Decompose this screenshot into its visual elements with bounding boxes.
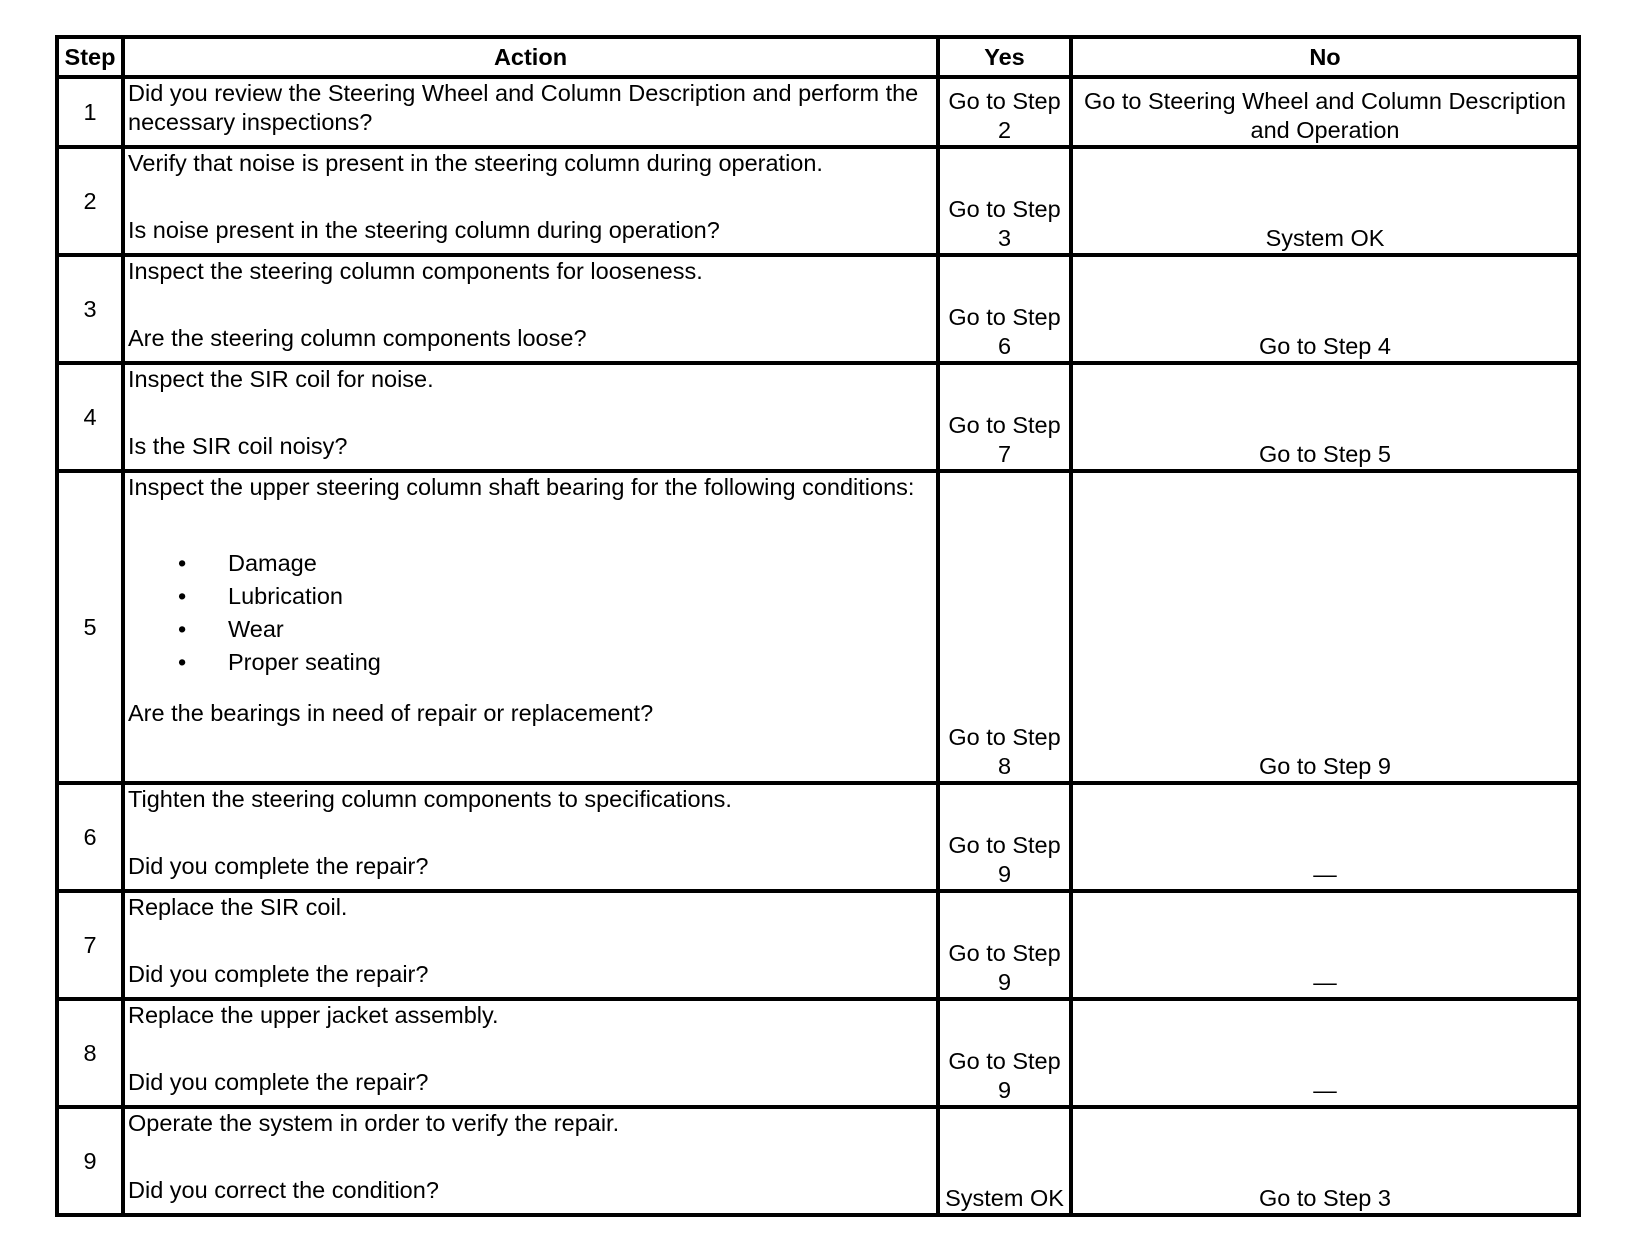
step-number: 3: [57, 255, 123, 363]
list-item: • Damage: [128, 547, 932, 580]
action-cell: [123, 891, 938, 999]
condition-list: [128, 547, 932, 679]
yes-result: [938, 1107, 1071, 1215]
diagnostic-table: [55, 35, 1581, 1217]
action-text: Inspect the upper steering column shaft bearing for the following conditions:: [128, 474, 915, 500]
yes-result: [938, 77, 1071, 147]
step-number: 8: [57, 999, 123, 1107]
action-cell: [123, 999, 938, 1107]
yes-result: [938, 999, 1071, 1107]
yes-result: [938, 783, 1071, 891]
action-question: Are the steering column components loose?: [128, 325, 587, 351]
table-row: [57, 1107, 1579, 1215]
yes-text: Go to Step 8: [948, 724, 1061, 779]
list-item: • Proper seating: [128, 646, 932, 679]
step-number: 7: [57, 891, 123, 999]
action-question: Did you complete the repair?: [128, 1069, 429, 1095]
step-number: 4: [57, 363, 123, 471]
action-cell: [123, 77, 938, 147]
no-result: System OK: [1071, 147, 1579, 255]
table-row: [57, 147, 1579, 255]
no-result: Go to Step 3: [1071, 1107, 1579, 1215]
table-row: [57, 471, 1579, 783]
header-step: Step: [57, 37, 123, 77]
no-result: Go to Step 4: [1071, 255, 1579, 363]
header-yes: Yes: [938, 37, 1071, 77]
no-result: —: [1071, 999, 1579, 1107]
step-number: 6: [57, 783, 123, 891]
table-row: [57, 363, 1579, 471]
header-row: [57, 37, 1579, 77]
action-cell: [123, 147, 938, 255]
no-result: Go to Step 9: [1071, 471, 1579, 783]
action-text: Replace the upper jacket assembly.: [128, 1002, 499, 1028]
action-text: Verify that noise is present in the steering column during operation.: [128, 150, 823, 176]
yes-result: [938, 891, 1071, 999]
table-row: [57, 999, 1579, 1107]
yes-text: Go to Step 3: [948, 196, 1061, 251]
yes-result: [938, 255, 1071, 363]
table-row: [57, 783, 1579, 891]
yes-result: [938, 363, 1071, 471]
action-question: Did you complete the repair?: [128, 961, 429, 987]
header-no: No: [1071, 37, 1579, 77]
no-result: —: [1071, 783, 1579, 891]
action-cell: [123, 255, 938, 363]
action-question: Did you complete the repair?: [128, 853, 429, 879]
list-item: • Lubrication: [128, 580, 932, 613]
yes-text: System OK: [945, 1185, 1064, 1211]
action-cell: [123, 363, 938, 471]
yes-text: Go to Step 9: [948, 1048, 1061, 1103]
action-text: Tighten the steering column components to specifications.: [128, 786, 732, 812]
no-result: —: [1071, 891, 1579, 999]
yes-text: Go to Step 6: [948, 304, 1061, 359]
yes-text: Go to Step 2: [948, 88, 1061, 143]
action-text: Did you review the Steering Wheel and Column Description and perform the necessary inspections?: [128, 80, 919, 135]
action-text: Operate the system in order to verify the repair.: [128, 1110, 620, 1136]
step-number: 9: [57, 1107, 123, 1215]
table-row: [57, 77, 1579, 147]
step-number: 5: [57, 471, 123, 783]
action-question: Is the SIR coil noisy?: [128, 433, 348, 459]
action-cell: [123, 1107, 938, 1215]
action-text: Inspect the steering column components for looseness.: [128, 258, 703, 284]
action-question: Is noise present in the steering column during operation?: [128, 217, 720, 243]
yes-result: [938, 147, 1071, 255]
no-result: Go to Step 5: [1071, 363, 1579, 471]
action-text: Replace the SIR coil.: [128, 894, 348, 920]
yes-text: Go to Step 9: [948, 940, 1061, 995]
action-cell: [123, 471, 938, 783]
action-question: Did you correct the condition?: [128, 1177, 439, 1203]
action-cell: [123, 783, 938, 891]
list-item: • Wear: [128, 613, 932, 646]
step-number: 2: [57, 147, 123, 255]
yes-text: Go to Step 9: [948, 832, 1061, 887]
table-row: [57, 891, 1579, 999]
step-number: 1: [57, 77, 123, 147]
table-row: [57, 255, 1579, 363]
action-question: Are the bearings in need of repair or replacement?: [128, 700, 654, 726]
header-action: Action: [123, 37, 938, 77]
yes-result: [938, 471, 1071, 783]
yes-text: Go to Step 7: [948, 412, 1061, 467]
action-text: Inspect the SIR coil for noise.: [128, 366, 434, 392]
no-result: Go to Steering Wheel and Column Description and Operation: [1071, 77, 1579, 147]
